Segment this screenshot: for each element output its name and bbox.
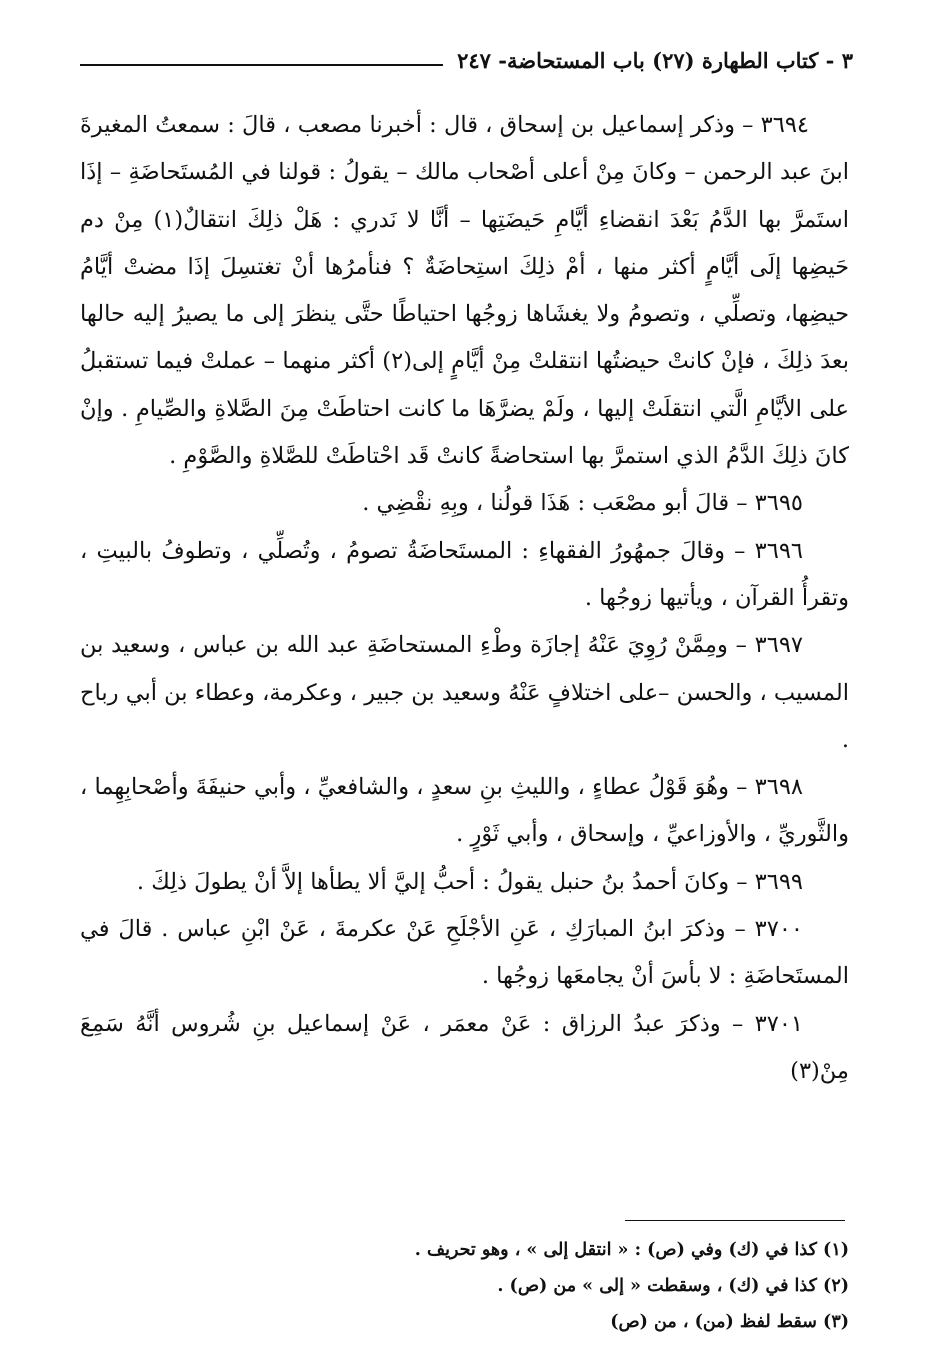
footnote-2: (٢) كذا في (ك) ، وسقطت « إلى » من (ص) . (497, 1276, 849, 1296)
paragraph-3697: ٣٦٩٧ – ومِمَّنْ رُوِيَ عَنْهُ إجازَة وطْءِ المستحاضَةِ عبد الله بن عباس ، وسعيد بن المسيب ، والحسن –على اختلافٍ عَنْهُ وسعيد بن جبير ، وعكرمة، وعطاء بن أبي رباح . (80, 632, 849, 753)
paragraph-3698: ٣٦٩٨ – وهُوَ قَوْلُ عطاءٍ ، والليثِ بنِ سعدٍ ، والشافعيِّ ، وأبي حنيفَةَ وأصْحابِهِما ، والثَّوريِّ ، والأوزاعيِّ ، وإسحاق ، وأبي ثَوْرٍ . (80, 774, 849, 848)
page-header (80, 40, 853, 80)
paragraph-3701: ٣٧٠١ – وذكرَ عبدُ الرزاق : عَنْ معمَر ، عَنْ إسماعيل بنِ شُروس أنَّهُ سَمِعَ مِنْ(٣) (80, 1010, 849, 1084)
running-title: ٣ - كتاب الطهارة (٢٧) باب المستحاضة- ٢٤٧ (457, 47, 853, 73)
paragraph-3696: ٣٦٩٦ – وقالَ جمهُورُ الفقهاءِ : المستَحاضَةُ تصومُ ، وتُصلِّي ، وتطوفُ بالبيتِ ، وتقرأُ القرآن ، ويأتيها زوجُها . (80, 537, 849, 611)
paragraph-3699: ٣٦٩٩ – وكانَ أحمدُ بنُ حنبل يقولُ : أحبُّ إليَّ ألا يطأها إلاَّ أنْ يطولَ ذلِكَ . (136, 868, 803, 895)
paragraph-3700: ٣٧٠٠ – وذكرَ ابنُ المبارَكِ ، عَنِ الأجْلَحِ عَنْ عكرمةَ ، عَنْ ابْنِ عباس . قالَ في المستَحاضَةِ : لا بأسَ أنْ يجامعَها زوجُها . (80, 916, 849, 990)
footnote-1: (١) كذا في (ك) وفي (ص) : « انتقل إلى » ، وهو تحريف . (414, 1240, 849, 1260)
main-text (80, 102, 849, 1095)
footnote-3: (٣) سقط لفظ (من) ، من (ص) (610, 1312, 849, 1332)
header-rule (80, 64, 443, 66)
paragraph-3695: ٣٦٩٥ – قالَ أبو مصْعَب : هَذَا قولُنا ، وبِهِ نقْضِي . (362, 490, 803, 517)
paragraph-3694: ٣٦٩٤ – وذكر إسماعيل بن إسحاق ، قال : أخبرنا مصعب ، قالَ : سمعتُ المغيرةَ ابنَ عبد الرحمن – وكانَ مِنْ أعلى أصْحاب مالك – يقولُ : قولنا في المُستَحاضَةِ – إذَا استَمرَّ بها الدَّمُ بَعْدَ انقضاءِ أيَّامِ حَيضَتِها – أنَّا لا نَدري : هَلْ ذلِكَ انتقالٌ(١) مِنْ دم حَيضِها إلَى أيَّامٍ أكثر منها ، أمْ ذلِكَ استِحاضَةٌ ؟ فنأمرُها أنْ تغتسِلَ إذَا مضتْ أيَّامُ حيضِها، وتصلِّي ، وتصومُ ولا يغشَاها زوجُها احتياطًا حتَّى ينظرَ إلى ما يصيرُ إليه حالها بعدَ ذلِكَ ، فإنْ كانتْ حيضتُها انتقلتْ مِنْ أيَّامٍ إلى(٢) أكثر منهما – عملتْ فيما تستقبلُ على الأيَّامِ الَّتي انتقلَتْ إليها ، ولَمْ يضرَّهَا ما كانت احتاطَتْ مِنَ الصَّلاةِ والصِّيامِ . وإنْ كانَ ذلِكَ الدَّمُ الذي استمرَّ بها استحاضةً كانتْ قَد احْتاطَتْ للصَّلاةِ والصَّوْمِ . (80, 112, 849, 470)
footnote-separator (625, 1220, 845, 1221)
footnotes (80, 1232, 849, 1340)
